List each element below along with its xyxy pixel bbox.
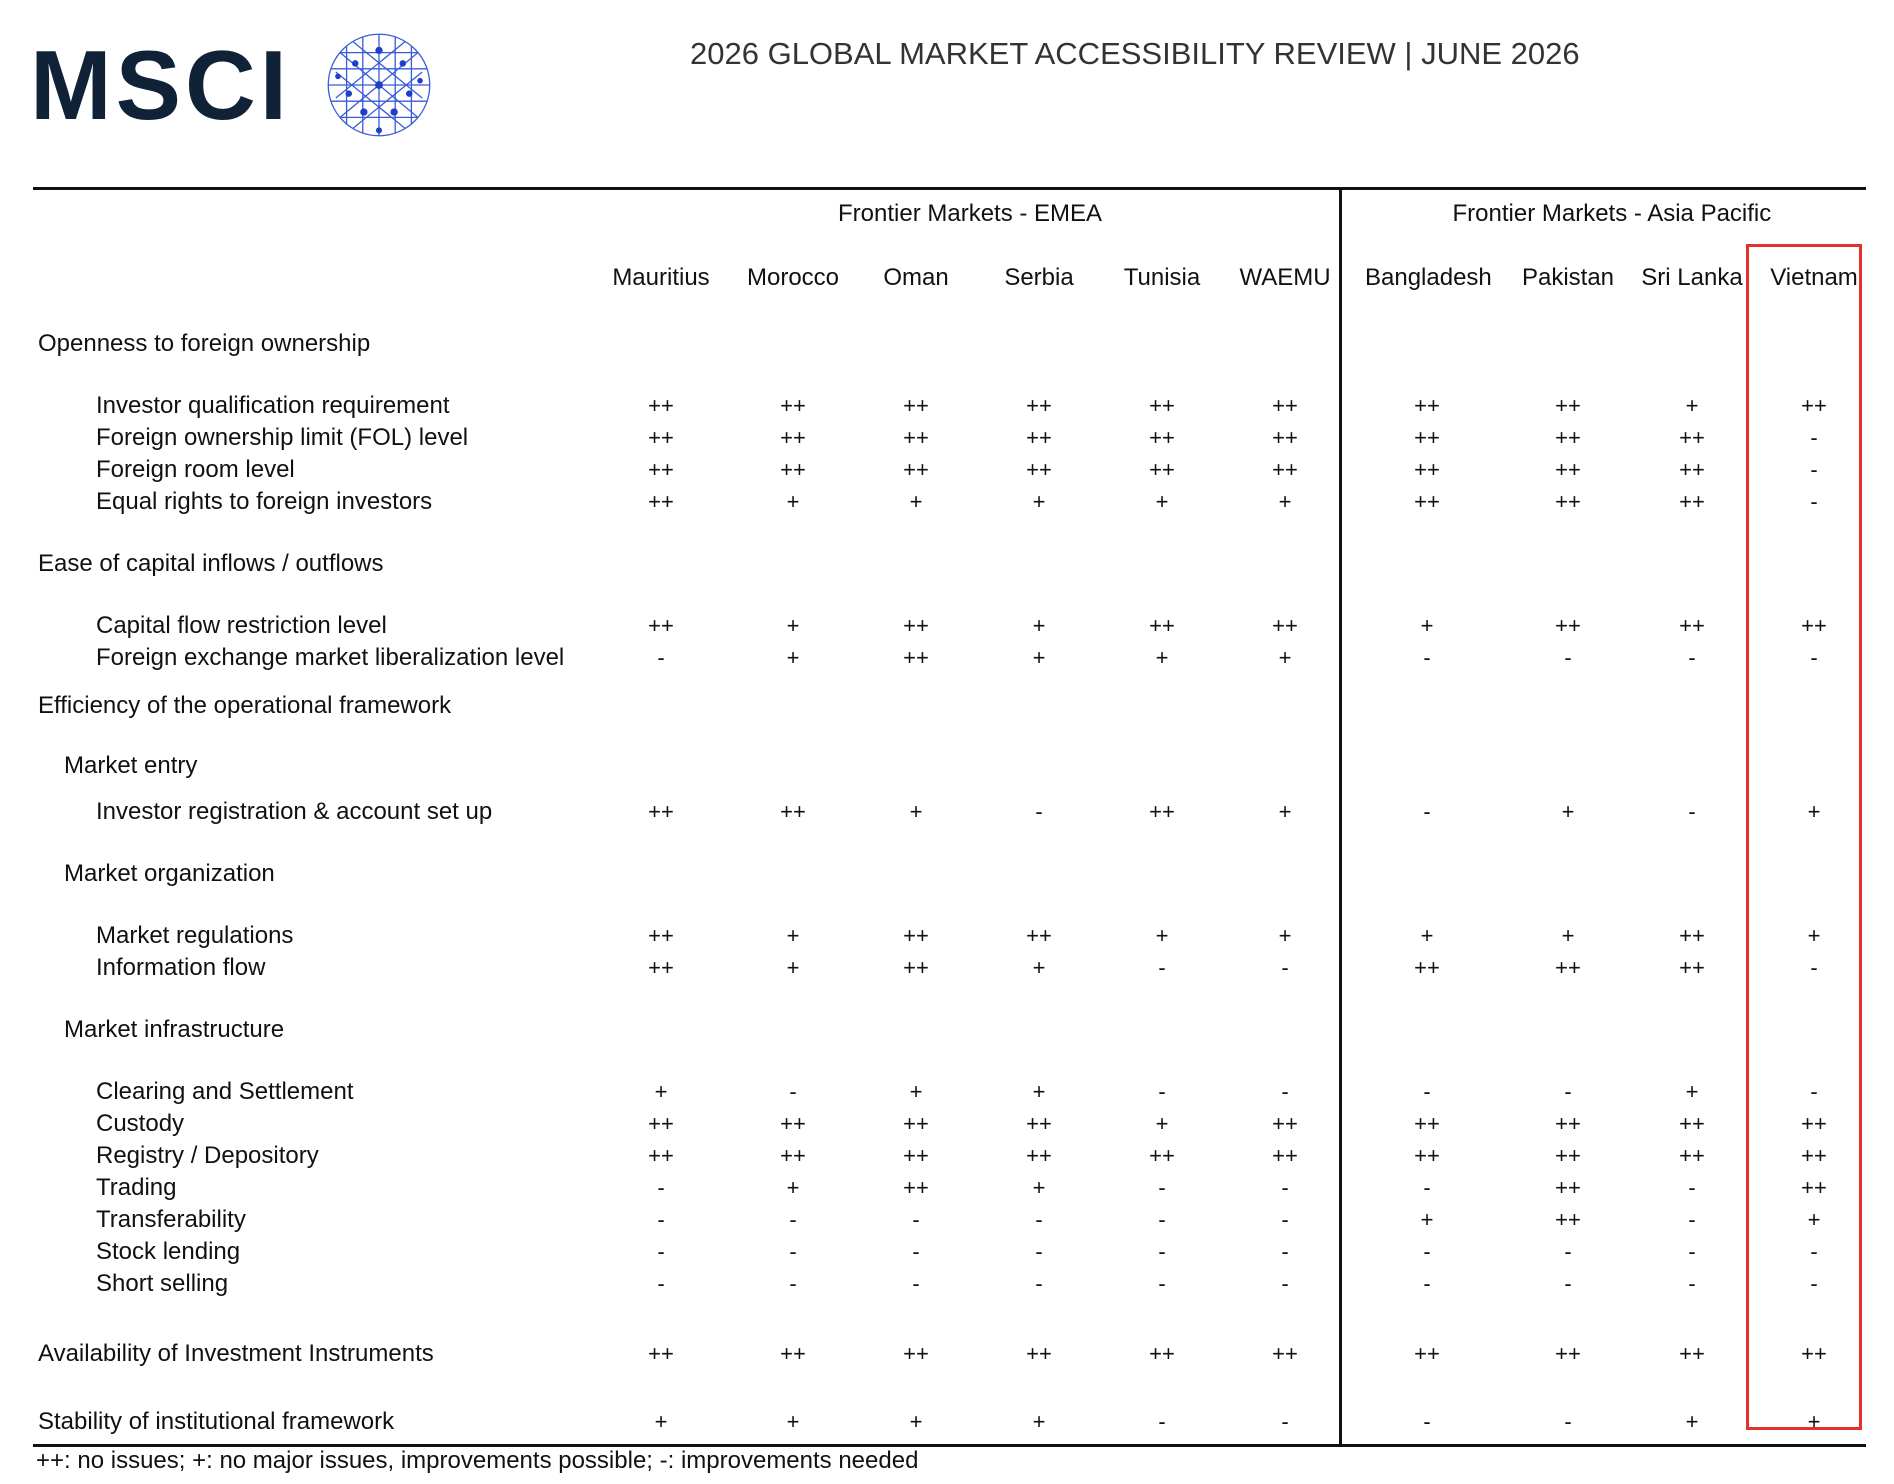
rating-cell: - [1423, 1079, 1431, 1104]
rating-cell: ++ [1272, 1143, 1298, 1168]
rating-cell: + [1561, 923, 1575, 948]
rating-cell: - [912, 1239, 920, 1264]
row-label: Investor qualification requirement [96, 392, 450, 419]
rating-cell: + [1155, 923, 1169, 948]
rating-cell: + [1685, 393, 1699, 418]
rating-cell: - [1564, 645, 1572, 670]
rating-cell: ++ [648, 1341, 674, 1366]
rating-cell: ++ [1679, 1111, 1705, 1136]
rating-cell: ++ [1149, 425, 1175, 450]
rating-cell: ++ [1272, 393, 1298, 418]
rating-cell: - [1564, 1271, 1572, 1296]
row-label: Information flow [96, 954, 266, 981]
row-label: Stability of institutional framework [38, 1408, 395, 1435]
rating-cell: + [909, 799, 923, 824]
rating-cell: - [1281, 1175, 1289, 1200]
rating-cell: ++ [903, 923, 929, 948]
rating-cell: + [1032, 955, 1046, 980]
row-label: Ease of capital inflows / outflows [38, 550, 384, 577]
rating-cell: + [1420, 923, 1434, 948]
rating-cell: ++ [1414, 425, 1440, 450]
rating-cell: - [1158, 1207, 1166, 1232]
rating-cell: - [657, 1207, 665, 1232]
rating-cell: + [1807, 1207, 1821, 1232]
rating-cell: ++ [1555, 425, 1581, 450]
rating-cell: + [1278, 645, 1292, 670]
rating-cell: ++ [1801, 1175, 1827, 1200]
row-label: Foreign ownership limit (FOL) level [96, 424, 469, 451]
rating-cell: ++ [903, 645, 929, 670]
table-row [0, 1076, 1894, 1108]
rating-cell: ++ [1801, 393, 1827, 418]
rating-cell: ++ [1026, 1111, 1052, 1136]
row-label: Short selling [96, 1270, 229, 1297]
rating-cell: - [1810, 1079, 1818, 1104]
rating-cell: ++ [1026, 425, 1052, 450]
group-header: Frontier Markets - EMEA [838, 200, 1103, 227]
rating-cell: ++ [1801, 613, 1827, 638]
rating-cell: ++ [648, 923, 674, 948]
rating-cell: ++ [1555, 457, 1581, 482]
column-header-morocco: Morocco [746, 264, 840, 291]
table-row [0, 1406, 1894, 1438]
table-row [0, 390, 1894, 422]
rating-cell: - [1035, 1271, 1043, 1296]
rating-cell: - [1564, 1409, 1572, 1434]
rating-cell: - [1281, 1079, 1289, 1104]
rating-cell: + [786, 923, 800, 948]
row-label: Market organization [64, 860, 275, 887]
table-row [0, 858, 1894, 890]
rating-cell: ++ [1414, 1111, 1440, 1136]
rating-cell: - [1423, 1239, 1431, 1264]
rating-cell: ++ [1149, 799, 1175, 824]
logo-text: MSCI [30, 30, 291, 140]
rating-cell: + [909, 1409, 923, 1434]
row-label: Investor registration & account set up [96, 798, 493, 825]
rating-cell: - [1810, 1239, 1818, 1264]
table-row [0, 610, 1894, 642]
rating-cell: ++ [903, 955, 929, 980]
table-row [0, 422, 1894, 454]
rating-cell: - [1810, 489, 1818, 514]
msci-logo [30, 30, 433, 140]
table-row [0, 548, 1894, 580]
rating-cell: - [912, 1271, 920, 1296]
rating-cell: - [657, 1271, 665, 1296]
rating-cell: ++ [1149, 1341, 1175, 1366]
table-row [0, 1268, 1894, 1300]
rating-cell: ++ [1272, 457, 1298, 482]
table-row [0, 1172, 1894, 1204]
rating-cell: ++ [1272, 613, 1298, 638]
rating-cell: ++ [1555, 1207, 1581, 1232]
rating-cell: + [786, 489, 800, 514]
rating-cell: - [1423, 1271, 1431, 1296]
rating-cell: - [1423, 799, 1431, 824]
rating-cell: ++ [1149, 613, 1175, 638]
rating-cell: - [1564, 1079, 1572, 1104]
rating-cell: ++ [1801, 1111, 1827, 1136]
rating-cell: ++ [1679, 613, 1705, 638]
rating-cell: ++ [780, 425, 806, 450]
rating-cell: ++ [1555, 955, 1581, 980]
column-header-serbia: Serbia [1004, 264, 1074, 291]
rating-cell: ++ [648, 799, 674, 824]
rating-cell: - [1281, 955, 1289, 980]
table-row [0, 952, 1894, 984]
rating-cell: ++ [780, 393, 806, 418]
rating-cell: + [1685, 1079, 1699, 1104]
row-label: Clearing and Settlement [96, 1078, 354, 1105]
column-header-waemu: WAEMU [1239, 264, 1331, 291]
top-rule [33, 187, 1866, 190]
rating-cell: - [1688, 645, 1696, 670]
rating-cell: ++ [1149, 457, 1175, 482]
column-header-vietnam: Vietnam [1770, 264, 1858, 291]
rating-cell: + [1561, 799, 1575, 824]
rating-cell: - [1688, 1271, 1696, 1296]
rating-cell: ++ [1149, 1143, 1175, 1168]
rating-cell: - [1158, 1239, 1166, 1264]
rating-cell: ++ [1272, 1341, 1298, 1366]
table-row [0, 486, 1894, 518]
rating-cell: ++ [648, 613, 674, 638]
table-row [0, 1204, 1894, 1236]
rating-cell: ++ [903, 425, 929, 450]
rating-cell: ++ [903, 613, 929, 638]
rating-cell: + [1032, 1079, 1046, 1104]
rating-cell: + [1807, 923, 1821, 948]
rating-cell: ++ [1801, 1341, 1827, 1366]
rating-cell: - [657, 645, 665, 670]
rating-cell: - [1158, 1079, 1166, 1104]
table-row [0, 1014, 1894, 1046]
row-label: Trading [96, 1174, 177, 1201]
group-header: Frontier Markets - Asia Pacific [1452, 200, 1772, 227]
table-row [0, 1338, 1894, 1370]
rating-cell: ++ [780, 1111, 806, 1136]
rating-cell: ++ [1272, 425, 1298, 450]
row-label: Stock lending [96, 1238, 241, 1265]
row-label: Foreign exchange market liberalization level [96, 644, 565, 671]
rating-cell: - [789, 1079, 797, 1104]
rating-cell: ++ [1679, 489, 1705, 514]
table-row [0, 796, 1894, 828]
rating-cell: + [786, 1409, 800, 1434]
row-label: Efficiency of the operational framework [38, 692, 452, 719]
rating-cell: ++ [1026, 1143, 1052, 1168]
rating-cell: ++ [1679, 923, 1705, 948]
rating-cell: + [1155, 489, 1169, 514]
table-row [0, 328, 1894, 360]
rating-cell: - [1564, 1239, 1572, 1264]
row-label: Registry / Depository [96, 1142, 319, 1169]
rating-cell: ++ [648, 955, 674, 980]
rating-cell: - [1035, 799, 1043, 824]
table-row [0, 1108, 1894, 1140]
rating-cell: + [786, 1175, 800, 1200]
rating-cell: - [1281, 1207, 1289, 1232]
rating-cell: ++ [1555, 393, 1581, 418]
rating-cell: ++ [648, 1143, 674, 1168]
rating-cell: - [657, 1239, 665, 1264]
rating-cell: ++ [1555, 1143, 1581, 1168]
rating-cell: - [1158, 1175, 1166, 1200]
rating-cell: + [1155, 1111, 1169, 1136]
row-label: Foreign room level [96, 456, 295, 483]
rating-cell: ++ [780, 1341, 806, 1366]
column-header-mauritius: Mauritius [612, 264, 710, 291]
rating-cell: + [1420, 613, 1434, 638]
rating-cell: + [909, 1079, 923, 1104]
rating-cell: - [1158, 1409, 1166, 1434]
rating-cell: ++ [1414, 955, 1440, 980]
rating-cell: + [1155, 645, 1169, 670]
table-row [0, 690, 1894, 722]
rating-cell: ++ [1679, 955, 1705, 980]
rating-cell: ++ [1026, 393, 1052, 418]
rating-cell: + [786, 645, 800, 670]
rating-cell: - [1281, 1239, 1289, 1264]
rating-cell: ++ [1679, 1341, 1705, 1366]
rating-cell: + [1032, 489, 1046, 514]
rating-cell: - [1688, 1175, 1696, 1200]
rating-cell: ++ [903, 1111, 929, 1136]
column-header-pakistan: Pakistan [1521, 264, 1615, 291]
rating-cell: ++ [1555, 613, 1581, 638]
rating-cell: - [1688, 1239, 1696, 1264]
rating-cell: ++ [903, 1143, 929, 1168]
rating-cell: ++ [903, 1175, 929, 1200]
rating-cell: - [912, 1207, 920, 1232]
table-row [0, 1236, 1894, 1268]
rating-cell: ++ [1272, 1111, 1298, 1136]
rating-cell: + [1278, 799, 1292, 824]
rating-cell: + [1807, 1409, 1821, 1434]
rating-cell: ++ [903, 1341, 929, 1366]
rating-cell: + [1278, 923, 1292, 948]
rating-cell: - [1158, 1271, 1166, 1296]
legend: ++: no issues; +: no major issues, improvements possible; -: improvements needed [36, 1447, 919, 1474]
rating-cell: ++ [1414, 1143, 1440, 1168]
globe-network-icon [325, 31, 433, 139]
rating-cell: + [909, 489, 923, 514]
table-row [0, 1140, 1894, 1172]
row-label: Market entry [64, 752, 198, 779]
rating-cell: - [789, 1271, 797, 1296]
row-label: Custody [96, 1110, 185, 1137]
rating-cell: ++ [780, 799, 806, 824]
row-label: Equal rights to foreign investors [96, 488, 433, 515]
rating-cell: ++ [1679, 425, 1705, 450]
rating-cell: + [654, 1409, 668, 1434]
rating-cell: ++ [648, 425, 674, 450]
rating-cell: ++ [780, 1143, 806, 1168]
rating-cell: - [1423, 1409, 1431, 1434]
rating-cell: - [1688, 799, 1696, 824]
column-header-sri-lanka: Sri Lanka [1641, 264, 1743, 291]
row-label: Openness to foreign ownership [38, 330, 371, 357]
report-title: 2026 GLOBAL MARKET ACCESSIBILITY REVIEW | JUNE 2026 [690, 36, 1580, 71]
table-row [0, 642, 1894, 674]
rating-cell: ++ [648, 489, 674, 514]
rating-cell: ++ [903, 393, 929, 418]
rating-cell: - [657, 1175, 665, 1200]
rating-cell: - [1810, 1271, 1818, 1296]
row-label: Availability of Investment Instruments [38, 1340, 434, 1367]
rating-cell: + [1685, 1409, 1699, 1434]
rating-cell: ++ [1414, 457, 1440, 482]
rating-cell: ++ [1679, 1143, 1705, 1168]
rating-cell: - [1035, 1207, 1043, 1232]
column-header-tunisia: Tunisia [1123, 264, 1201, 291]
table-row [0, 750, 1894, 782]
rating-cell: ++ [1026, 457, 1052, 482]
rating-cell: ++ [903, 457, 929, 482]
rating-cell: - [1158, 955, 1166, 980]
rating-cell: - [1035, 1239, 1043, 1264]
row-label: Capital flow restriction level [96, 612, 387, 639]
rating-cell: ++ [1414, 393, 1440, 418]
rating-cell: - [1810, 457, 1818, 482]
rating-cell: - [789, 1207, 797, 1232]
rating-cell: ++ [1555, 1341, 1581, 1366]
rating-cell: + [1032, 613, 1046, 638]
rating-cell: ++ [1414, 489, 1440, 514]
rating-cell: + [786, 955, 800, 980]
rating-cell: ++ [648, 393, 674, 418]
rating-cell: ++ [1149, 393, 1175, 418]
rating-cell: - [1688, 1207, 1696, 1232]
rating-cell: + [786, 613, 800, 638]
rating-cell: + [1807, 799, 1821, 824]
rating-cell: - [1810, 425, 1818, 450]
rating-cell: + [1032, 1409, 1046, 1434]
column-header-oman: Oman [883, 264, 949, 291]
rating-cell: ++ [1414, 1341, 1440, 1366]
rating-cell: + [1420, 1207, 1434, 1232]
column-header-bangladesh: Bangladesh [1365, 264, 1492, 291]
rating-cell: - [1281, 1409, 1289, 1434]
rating-cell: ++ [1679, 457, 1705, 482]
rating-cell: ++ [1555, 489, 1581, 514]
table-row [0, 920, 1894, 952]
rating-cell: ++ [1026, 1341, 1052, 1366]
rating-cell: ++ [1555, 1175, 1581, 1200]
rating-cell: - [1423, 645, 1431, 670]
rating-cell: ++ [648, 457, 674, 482]
rating-cell: ++ [1555, 1111, 1581, 1136]
rating-cell: - [789, 1239, 797, 1264]
rating-cell: - [1810, 645, 1818, 670]
rating-cell: ++ [648, 1111, 674, 1136]
rating-cell: - [1423, 1175, 1431, 1200]
row-label: Market regulations [96, 922, 294, 949]
rating-cell: ++ [1801, 1143, 1827, 1168]
rating-cell: ++ [780, 457, 806, 482]
rating-cell: + [654, 1079, 668, 1104]
rating-cell: + [1032, 645, 1046, 670]
row-label: Market infrastructure [64, 1016, 285, 1043]
row-label: Transferability [96, 1206, 246, 1233]
rating-cell: + [1278, 489, 1292, 514]
rating-cell: - [1281, 1271, 1289, 1296]
table-row [0, 454, 1894, 486]
rating-cell: ++ [1026, 923, 1052, 948]
rating-cell: + [1032, 1175, 1046, 1200]
rating-cell: - [1810, 955, 1818, 980]
